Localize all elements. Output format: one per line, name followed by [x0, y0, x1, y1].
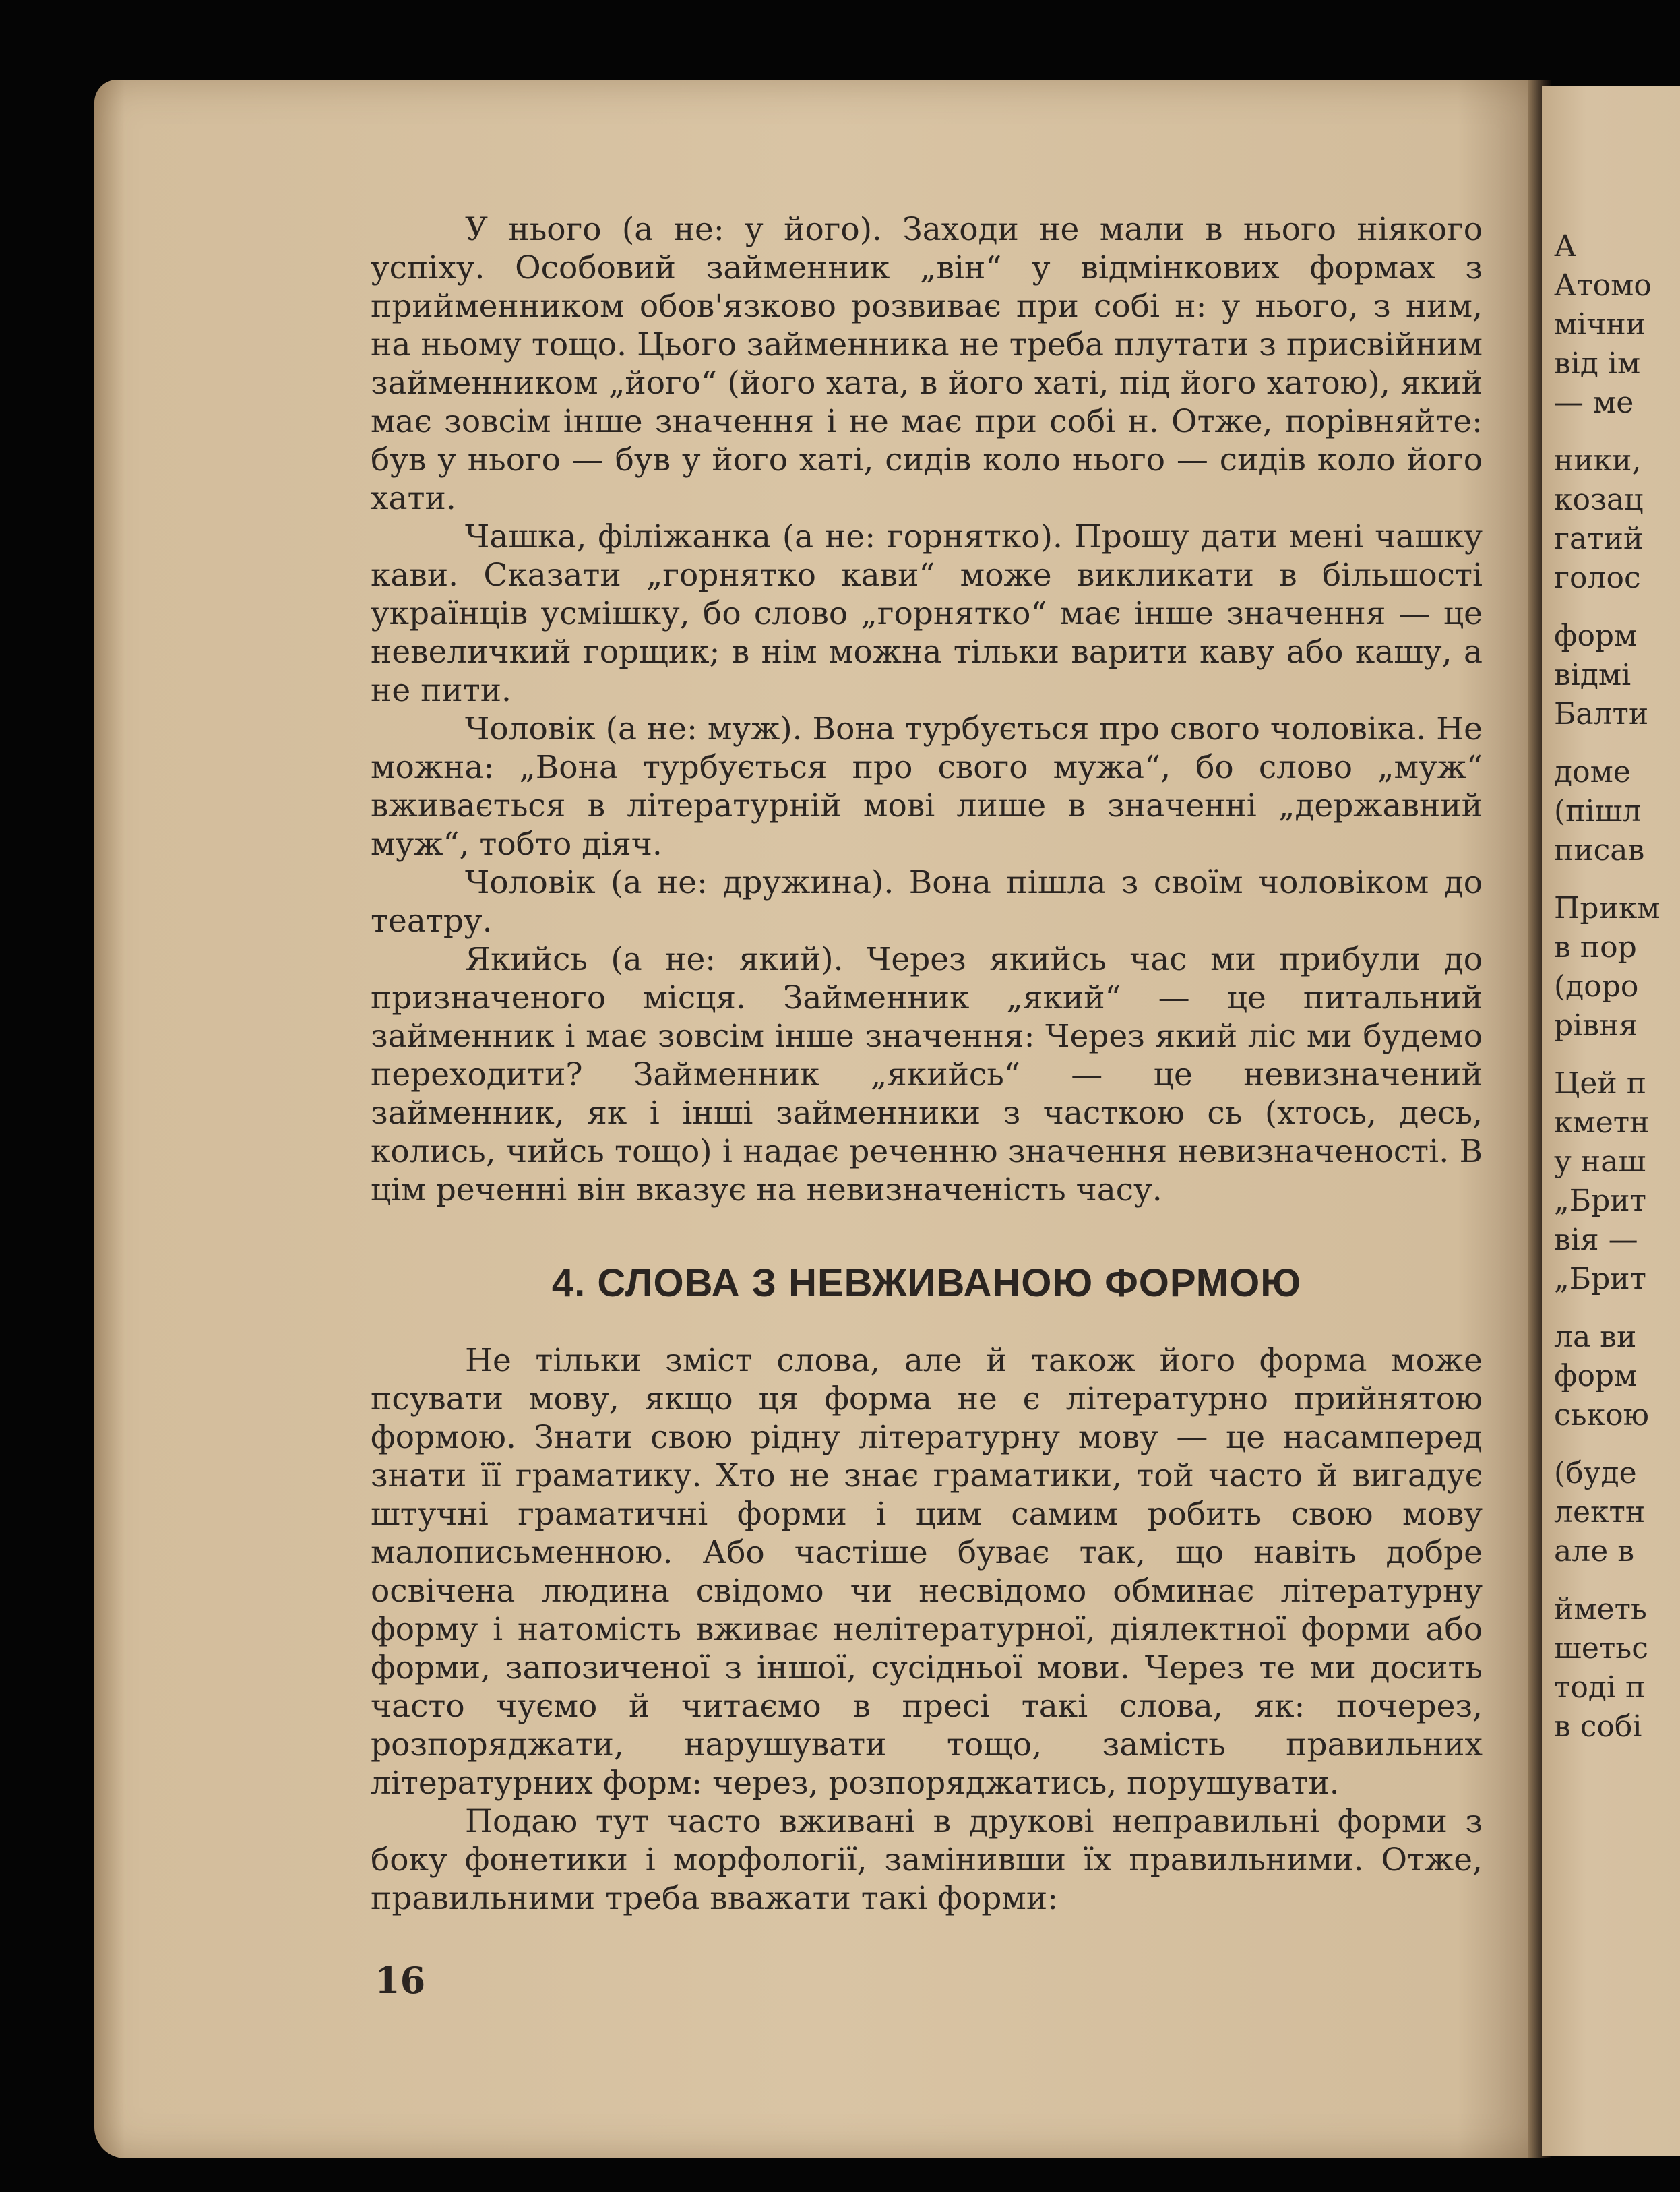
- right-page-line: (пішл: [1554, 794, 1642, 828]
- right-page-line: Атомо: [1554, 268, 1652, 303]
- right-page-line: мічни: [1554, 307, 1646, 342]
- right-page-line: ла ви: [1554, 1320, 1637, 1354]
- right-page-line: (буде: [1554, 1456, 1637, 1490]
- page-number: 16: [375, 1959, 426, 2002]
- right-page-line: — ме: [1554, 386, 1634, 420]
- paragraph-chashka: Чашка, філіжанка (а не: горнятко). Прошу дати мені чашку кави. Сказати „горнятко кави“ може викликати в більшості українців усмішку, бо слово „горнятко“ має інше значення — це невеличкий горщик; в нім можна тільки варити каву або кашу, а не пити.: [371, 518, 1483, 709]
- right-page-line: вія —: [1554, 1223, 1638, 1257]
- right-page-line: А: [1554, 229, 1577, 264]
- right-page-line: Прикм: [1554, 891, 1660, 925]
- right-page-line: „Брит: [1554, 1262, 1646, 1296]
- right-page-line: кметн: [1554, 1105, 1650, 1140]
- right-page-line: йметь: [1554, 1592, 1647, 1626]
- paragraph-yakyis: Якийсь (а не: який). Через якийсь час ми прибули до призначеного місця. Займенник „який“ — це питальний займенник і має зовсім інше значення: Через який ліс ми будемо переходити? Займенник „якийсь“ — це невизначений займенник, як і інші займенники з часткою сь (хтось, десь, колись, чийсь тощо) і надає реченню значення невизначеності. В цім реченні він вказує на невизначеність часу.: [371, 941, 1483, 1209]
- section-heading: 4. СЛОВА З НЕВЖИВАНОЮ ФОРМОЮ: [551, 1261, 1302, 1305]
- right-page-line: шетьс: [1554, 1631, 1648, 1666]
- right-page-line: Цей п: [1554, 1066, 1647, 1101]
- right-page-line: форм: [1554, 619, 1638, 653]
- paragraph-cholovik-druzhyna: Чоловік (а не: дружина). Вона пішла з своїм чоловіком до театру.: [371, 864, 1483, 940]
- right-page-line: лектн: [1554, 1495, 1646, 1529]
- right-page-line: рівня: [1554, 1008, 1638, 1043]
- right-page-line: писав: [1554, 833, 1645, 867]
- right-page-line: у наш: [1554, 1145, 1646, 1179]
- right-page-line: козац: [1554, 483, 1644, 517]
- paragraph-podayu: Подаю тут часто вживані в друкові неправильні форми з боку фонетики і морфології, замінивши їх правильними. Отже, правильними треба вважати такі форми:: [371, 1803, 1483, 1917]
- paragraph-u-nogo: У нього (а не: у його). Заходи не мали в нього ніякого успіху. Особовий займенник „він“ у відмінкових формах з прийменником обов'язково розвиває при собі н: у нього, з ним, на ньому тощо. Цього займенника не треба плутати з присвійним займенником „його“ (його хата, в його хаті, під його хатою), який має зовсім інше значення і не має при собі н. Отже, порівняйте: був у нього — був у його хаті, сидів коло нього — сидів коло його хати.: [371, 211, 1483, 517]
- right-page-line: (доро: [1554, 969, 1639, 1004]
- right-page-line: ники,: [1554, 444, 1642, 478]
- right-page-line: Балти: [1554, 697, 1649, 731]
- body-text-top: [371, 210, 1483, 1209]
- right-page-line: ською: [1554, 1398, 1649, 1432]
- right-page-line: від ім: [1554, 346, 1641, 381]
- right-page-line: доме: [1554, 755, 1631, 789]
- paragraph-cholovik-muzh: Чоловік (а не: муж). Вона турбується про свого чоловіка. Не можна: „Вона турбується про свого мужа“, бо слово „муж“ вживається в літературній мові лише в значенні „державний муж“, тобто діяч.: [371, 710, 1483, 863]
- right-page-line: форм: [1554, 1359, 1638, 1393]
- right-page-line: голос: [1554, 561, 1641, 595]
- right-page-line: але в: [1554, 1534, 1634, 1569]
- right-page-line: відмі: [1554, 658, 1631, 692]
- right-page-line: в собі: [1554, 1709, 1642, 1744]
- right-page-line: в пор: [1554, 930, 1637, 965]
- body-text-bottom: [371, 1341, 1483, 1918]
- right-page-line: тоді п: [1554, 1670, 1646, 1705]
- right-page-line: гатий: [1554, 522, 1644, 556]
- paragraph-forma: Не тільки зміст слова, але й також його форма може псувати мову, якщо ця форма не є літературно прийнятою формою. Знати свою рідну літературну мову — це насамперед знати її граматику. Хто не знає граматики, той часто й вигадує штучні граматичні форми і цим самим робить свою мову малописьменною. Або частіше буває так, що навіть добре освічена людина свідомо чи несвідомо обминає літературну форму і натомість вживає нелітературної, діялектної форми або форми, запозиченої з іншої, сусідньої мови. Через те ми досить часто чуємо й читаємо в пресі такі слова, як: почерез, розпоряджати, нарушувати тощо, замість правильних літературних форм: через, розпоряджатись, порушувати.: [371, 1342, 1483, 1802]
- right-page-line: „Брит: [1554, 1184, 1646, 1218]
